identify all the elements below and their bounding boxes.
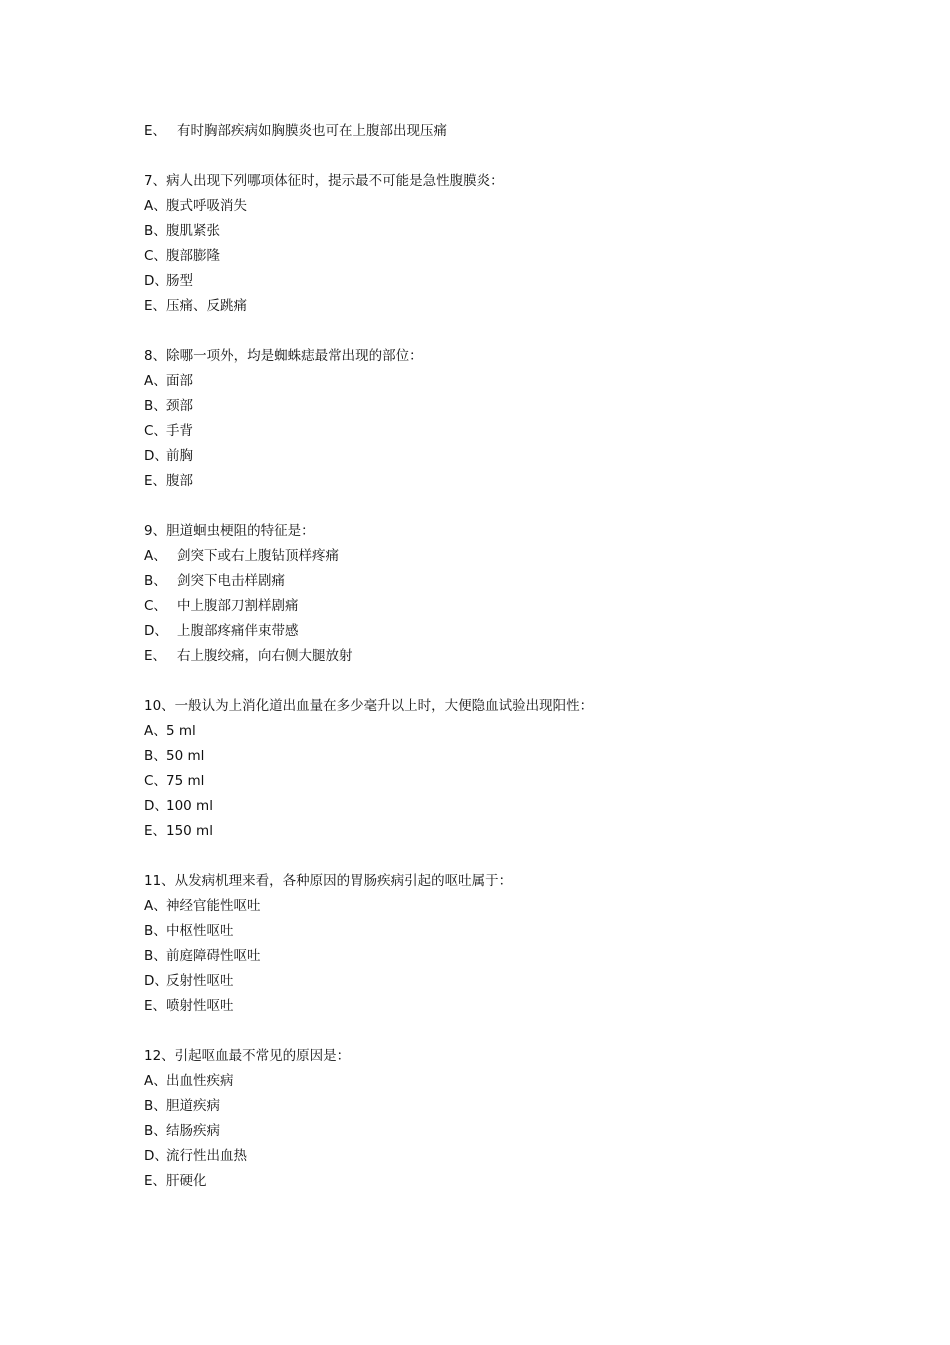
option-letter: B、	[144, 948, 167, 964]
option-text: 出血性疾病	[166, 1073, 234, 1089]
option-c	[144, 594, 864, 619]
document-page	[144, 119, 864, 1194]
question-9	[144, 519, 864, 669]
option-text: 有时胸部疾病如胸膜炎也可在上腹部出现压痛	[177, 123, 447, 139]
option-letter: E、	[144, 123, 167, 139]
question-11	[144, 869, 864, 1019]
option-letter: E、	[144, 473, 167, 489]
option-letter: B、	[144, 573, 167, 589]
option-b	[144, 219, 864, 244]
option-text: 结肠疾病	[166, 1123, 220, 1139]
option-a	[144, 1069, 864, 1094]
option-c	[144, 769, 864, 794]
question-12	[144, 1044, 864, 1194]
option-text: 胆道疾病	[166, 1098, 220, 1114]
option-b	[144, 1094, 864, 1119]
option-letter: B、	[144, 398, 167, 414]
option-text: 50 ml	[166, 748, 205, 764]
option-letter: D、	[144, 623, 168, 639]
option-c	[144, 244, 864, 269]
option-letter: B、	[144, 223, 167, 239]
option-letter: D、	[144, 1148, 168, 1164]
option-letter: A、	[144, 548, 167, 564]
option-text: 喷射性呕吐	[166, 998, 234, 1014]
option-text: 上腹部疼痛伴束带感	[177, 623, 299, 639]
option-letter: B、	[144, 923, 167, 939]
question-stem: 8、除哪一项外，均是蜘蛛痣最常出现的部位：	[144, 348, 423, 364]
option-text: 肝硬化	[166, 1173, 207, 1189]
option-letter: E、	[144, 298, 167, 314]
option-letter: C、	[144, 423, 167, 439]
option-letter: C、	[144, 773, 167, 789]
option-text: 压痛、反跳痛	[166, 298, 247, 314]
option-d	[144, 269, 864, 294]
option-text: 肠型	[166, 273, 193, 289]
option-text: 腹部	[166, 473, 193, 489]
option-text: 中上腹部刀割样剧痛	[177, 598, 299, 614]
option-e	[144, 1169, 864, 1194]
option-e	[144, 819, 864, 844]
option-letter: E、	[144, 823, 167, 839]
option-letter: E、	[144, 998, 167, 1014]
option-text: 流行性出血热	[166, 1148, 247, 1164]
question-10	[144, 694, 864, 844]
option-c	[144, 419, 864, 444]
option-e	[144, 469, 864, 494]
option-text: 颈部	[166, 398, 193, 414]
option-text: 剑突下或右上腹钻顶样疼痛	[177, 548, 339, 564]
option-text: 手背	[166, 423, 193, 439]
option-letter: D、	[144, 973, 168, 989]
option-a	[144, 194, 864, 219]
option-letter: E、	[144, 648, 167, 664]
option-letter: D、	[144, 273, 168, 289]
question-stem: 9、胆道蛔虫梗阻的特征是：	[144, 523, 315, 539]
option-text: 右上腹绞痛，向右侧大腿放射	[177, 648, 353, 664]
option-text: 中枢性呕吐	[166, 923, 234, 939]
option-text: 100 ml	[166, 798, 213, 814]
option-letter: D、	[144, 798, 168, 814]
option-a	[144, 719, 864, 744]
option-letter: B、	[144, 1123, 167, 1139]
option-letter: A、	[144, 373, 167, 389]
option-text: 腹部膨隆	[166, 248, 220, 264]
question-stem: 12、引起呕血最不常见的原因是：	[144, 1048, 351, 1064]
question-7	[144, 169, 864, 319]
option-text: 面部	[166, 373, 193, 389]
option-text: 腹式呼吸消失	[166, 198, 247, 214]
question-8	[144, 344, 864, 494]
option-text: 150 ml	[166, 823, 213, 839]
option-b	[144, 394, 864, 419]
option-text: 腹肌紧张	[166, 223, 220, 239]
question-stem: 11、从发病机理来看，各种原因的胃肠疾病引起的呕吐属于：	[144, 873, 513, 889]
option-letter: A、	[144, 723, 167, 739]
option-text: 前庭障碍性呕吐	[166, 948, 261, 964]
option-text: 前胸	[166, 448, 193, 464]
option-letter: D、	[144, 448, 168, 464]
option-e	[144, 994, 864, 1019]
option-letter: C、	[144, 248, 167, 264]
option-d	[144, 1144, 864, 1169]
option-e	[144, 294, 864, 319]
option-a	[144, 544, 864, 569]
option-d	[144, 444, 864, 469]
option-a	[144, 369, 864, 394]
option-d	[144, 969, 864, 994]
question-stem: 7、病人出现下列哪项体征时，提示最不可能是急性腹膜炎：	[144, 173, 504, 189]
option-a	[144, 894, 864, 919]
option-letter: B、	[144, 1098, 167, 1114]
option-letter: A、	[144, 198, 167, 214]
leading-option	[144, 119, 864, 144]
option-c	[144, 1119, 864, 1144]
option-d	[144, 619, 864, 644]
option-text: 反射性呕吐	[166, 973, 234, 989]
option-b	[144, 744, 864, 769]
option-d	[144, 794, 864, 819]
option-e	[144, 644, 864, 669]
option-text: 神经官能性呕吐	[166, 898, 261, 914]
option-text: 5 ml	[166, 723, 196, 739]
question-stem: 10、一般认为上消化道出血量在多少毫升以上时，大便隐血试验出现阳性：	[144, 698, 594, 714]
option-letter: A、	[144, 1073, 167, 1089]
option-letter: A、	[144, 898, 167, 914]
option-letter: E、	[144, 1173, 167, 1189]
option-b	[144, 919, 864, 944]
option-c	[144, 944, 864, 969]
option-letter: B、	[144, 748, 167, 764]
option-text: 75 ml	[166, 773, 205, 789]
option-letter: C、	[144, 598, 167, 614]
option-b	[144, 569, 864, 594]
option-text: 剑突下电击样剧痛	[177, 573, 285, 589]
